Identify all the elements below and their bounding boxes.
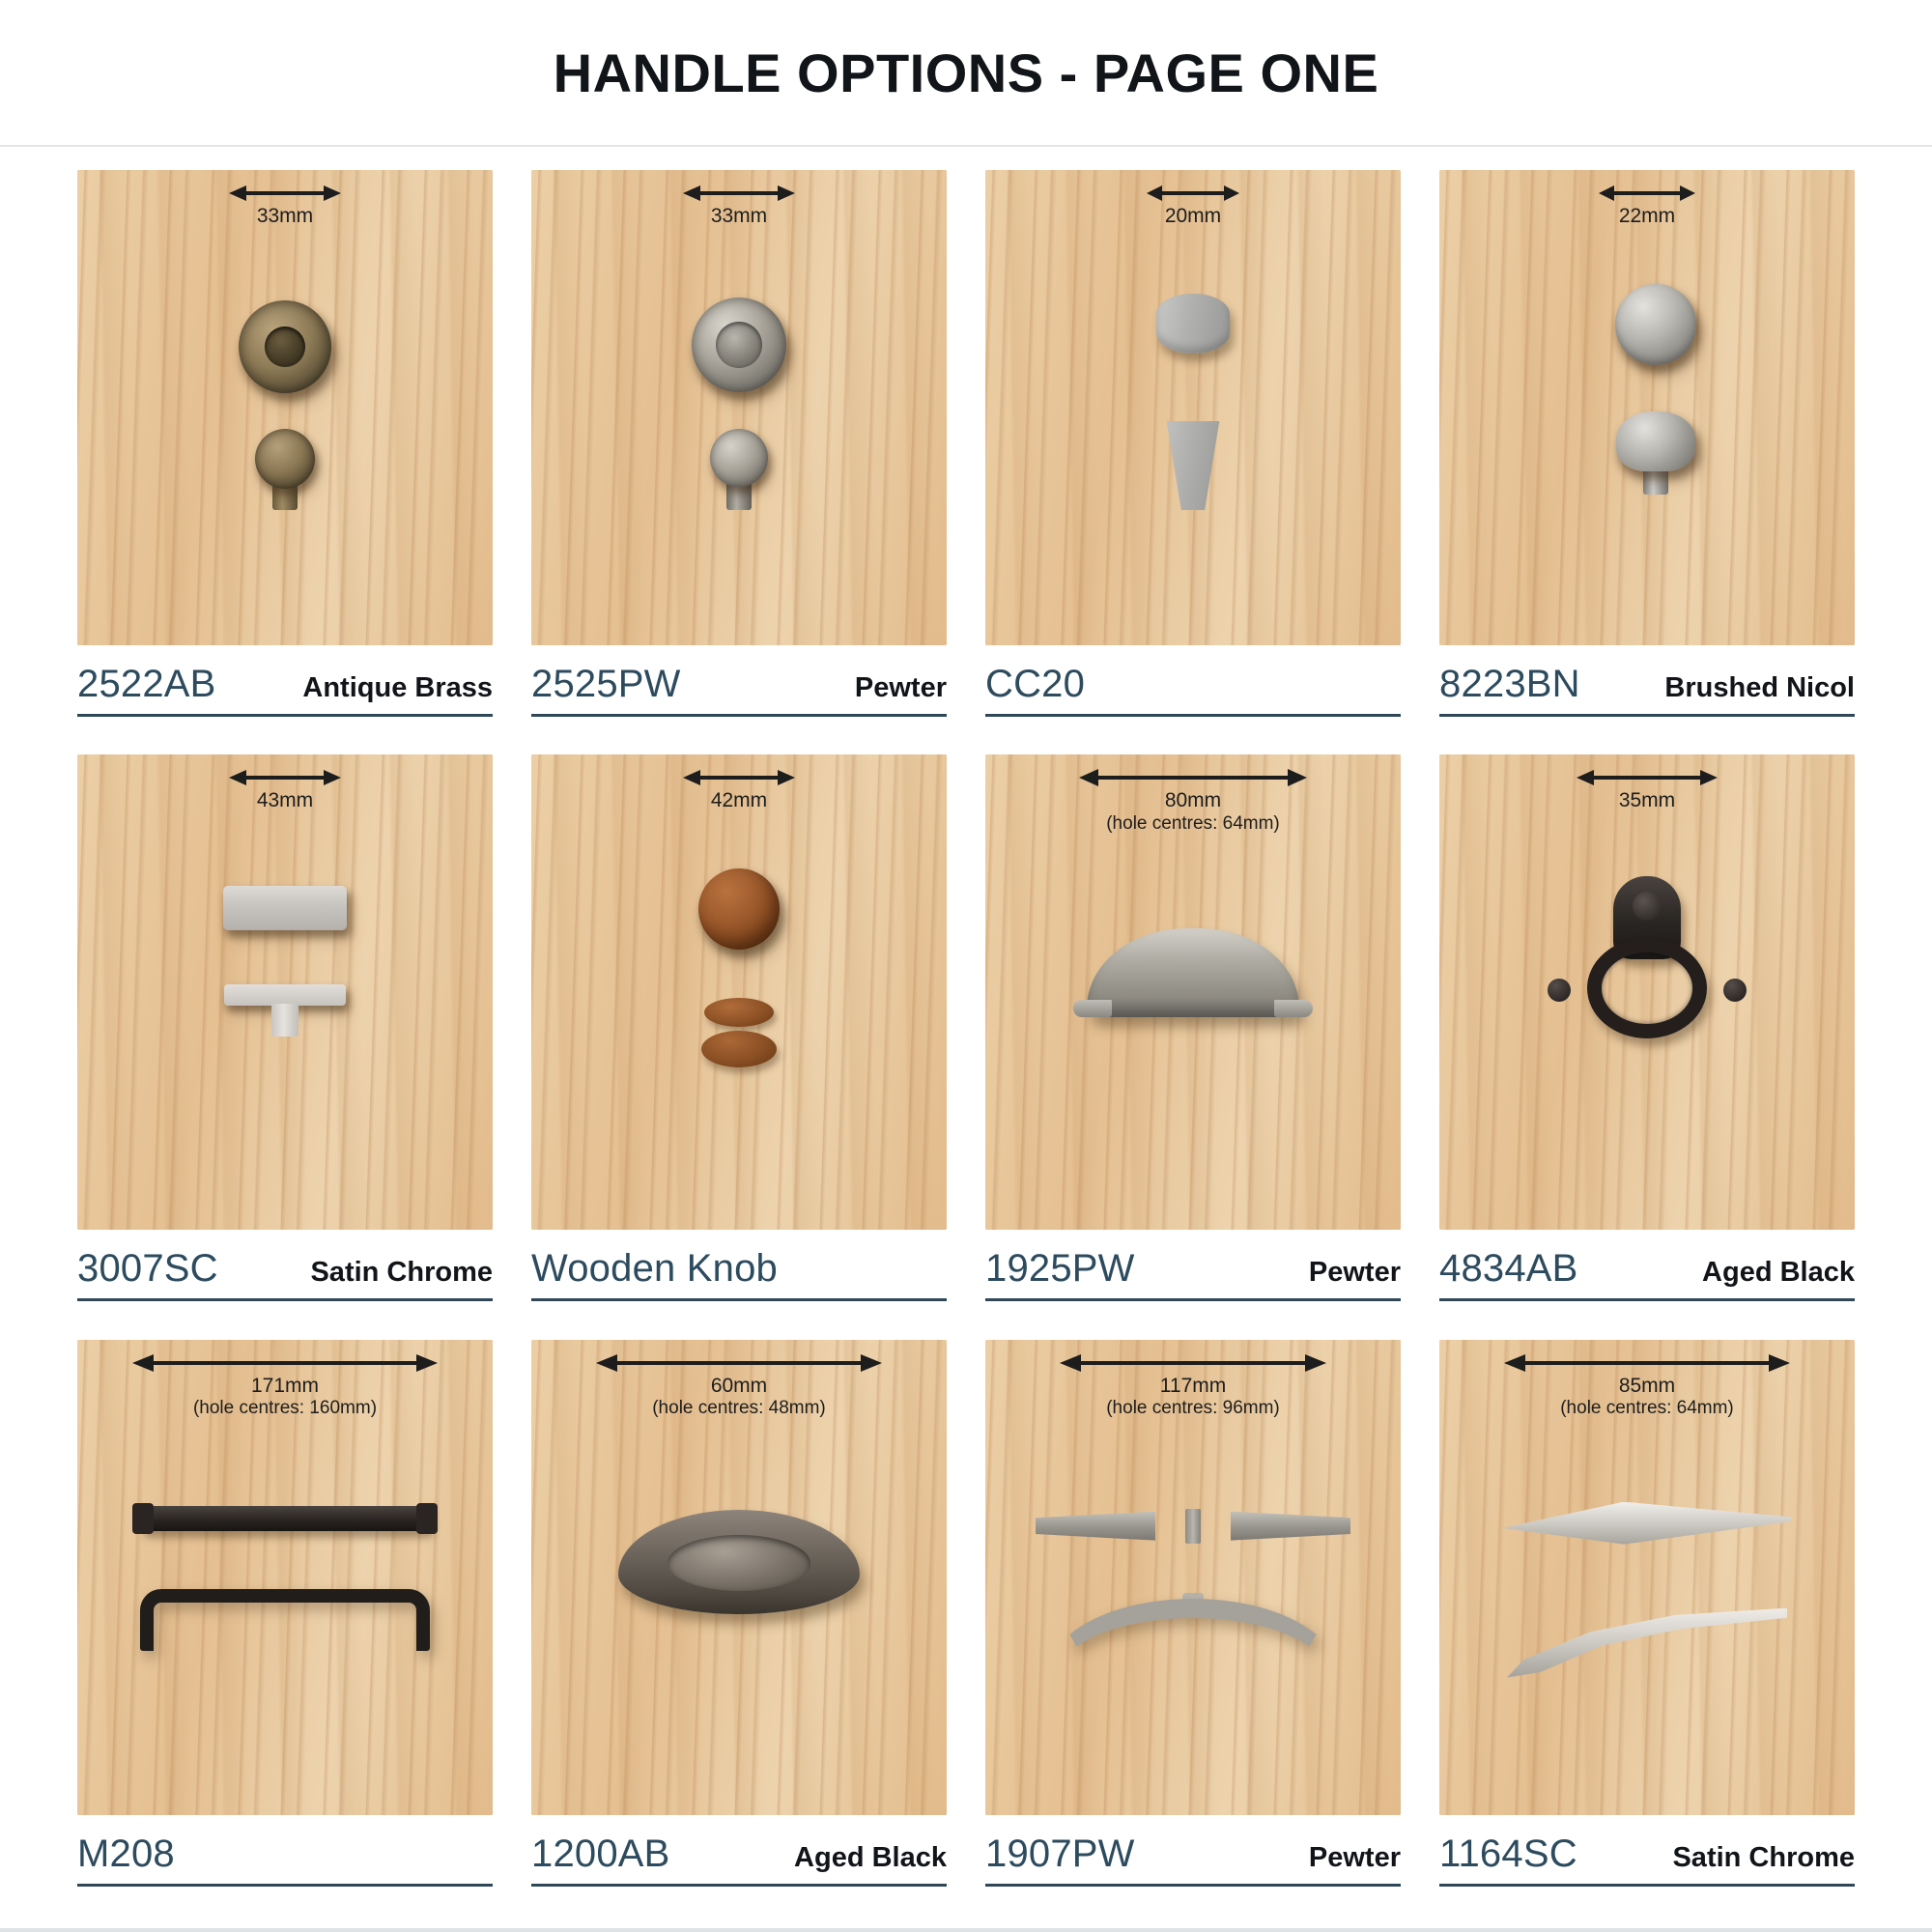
handle-card[interactable] — [512, 749, 966, 1333]
handle-photo — [531, 170, 947, 645]
handle-finish: Pewter — [1308, 1257, 1401, 1289]
dimension-arrow-icon — [77, 1353, 493, 1373]
handle-photo — [985, 1340, 1401, 1815]
dimension-arrow-icon — [531, 768, 947, 787]
chrome-disc-knob-icon — [1156, 294, 1230, 354]
handle-code: 1164SC — [1439, 1832, 1577, 1875]
handle-photo — [1439, 754, 1855, 1230]
handle-caption — [77, 663, 493, 717]
dimension-annotation — [531, 184, 947, 229]
handle-code: M208 — [77, 1832, 175, 1875]
handle-grid — [0, 147, 1932, 1928]
handle-photo — [1439, 170, 1855, 645]
black-d-handle-icon — [140, 1589, 430, 1651]
dimension-arrow-icon — [531, 184, 947, 203]
dimension-annotation — [77, 768, 493, 813]
handle-finish: Pewter — [854, 672, 947, 703]
dimension-annotation — [77, 1353, 493, 1420]
wooden-ball-knob-icon — [698, 868, 780, 950]
handle-code: 4834AB — [1439, 1247, 1578, 1291]
pewter-large-knob-icon — [692, 298, 786, 392]
handle-card[interactable] — [58, 1334, 512, 1918]
wooden-disc-icon — [704, 998, 774, 1027]
dimension-value: 80mm — [1164, 789, 1222, 812]
handle-code: Wooden Knob — [531, 1247, 778, 1291]
wood-background — [531, 754, 947, 1230]
handle-card[interactable] — [966, 1334, 1420, 1918]
wood-background — [1439, 170, 1855, 645]
wood-background — [985, 170, 1401, 645]
hole-centres-value: (hole centres: 96mm) — [1106, 1398, 1280, 1419]
handle-finish: Pewter — [1308, 1841, 1401, 1873]
dimension-value: 60mm — [710, 1374, 768, 1397]
dimension-value: 43mm — [256, 789, 314, 812]
handle-caption — [985, 663, 1401, 717]
handle-card[interactable] — [1420, 1334, 1874, 1918]
handle-card[interactable] — [58, 749, 512, 1333]
handle-caption — [531, 1247, 947, 1301]
handle-caption — [1439, 1247, 1855, 1301]
handle-code: 2525PW — [531, 663, 681, 705]
dimension-value: 117mm — [1159, 1374, 1227, 1397]
handle-caption — [1439, 663, 1855, 717]
pewter-small-knob-icon — [710, 429, 768, 487]
wooden-knob-base-icon — [701, 1031, 777, 1067]
antique-brass-large-knob-icon — [239, 300, 331, 393]
dimension-arrow-icon — [1439, 184, 1855, 203]
handle-code: 3007SC — [77, 1247, 218, 1291]
page-header — [0, 0, 1932, 147]
t-bar-stem-icon — [271, 1004, 298, 1037]
handle-caption — [985, 1833, 1401, 1887]
handle-finish: Satin Chrome — [310, 1257, 493, 1289]
dimension-value: 42mm — [710, 789, 768, 812]
dimension-value: 22mm — [1618, 205, 1676, 227]
hole-centres-value: (hole centres: 64mm) — [1106, 813, 1280, 835]
handle-card[interactable] — [512, 164, 966, 749]
handle-photo — [531, 754, 947, 1230]
wood-background — [531, 170, 947, 645]
dimension-arrow-icon — [77, 184, 493, 203]
handle-caption — [77, 1247, 493, 1301]
handle-finish: Antique Brass — [302, 672, 493, 703]
handle-finish: Brushed Nicol — [1664, 672, 1855, 703]
handle-card[interactable] — [58, 164, 512, 749]
dimension-annotation — [531, 1353, 947, 1420]
dimension-value: 85mm — [1618, 1374, 1676, 1397]
aged-black-ring-pull-icon — [1587, 938, 1707, 1038]
handle-centre-detail-icon — [1185, 1509, 1201, 1544]
handle-card[interactable] — [966, 164, 1420, 749]
dimension-annotation — [985, 768, 1401, 835]
wood-background — [77, 170, 493, 645]
handle-caption — [985, 1247, 1401, 1301]
satin-chrome-bar-knob-icon — [223, 886, 347, 930]
handle-code: CC20 — [985, 663, 1086, 705]
dimension-annotation — [77, 184, 493, 229]
handle-code: 1200AB — [531, 1832, 670, 1875]
brushed-nickel-knob-icon — [1616, 412, 1695, 471]
handle-card[interactable] — [966, 749, 1420, 1333]
dimension-value: 33mm — [256, 205, 314, 227]
handle-photo — [985, 170, 1401, 645]
handle-photo — [1439, 1340, 1855, 1815]
handle-code: 2522AB — [77, 663, 216, 705]
dimension-arrow-icon — [985, 1353, 1401, 1373]
ring-pivot-left-icon — [1548, 979, 1571, 1002]
handle-caption — [531, 663, 947, 717]
hole-centres-value: (hole centres: 160mm) — [192, 1398, 378, 1419]
handle-caption — [1439, 1833, 1855, 1887]
handle-photo — [77, 170, 493, 645]
dimension-arrow-icon — [985, 184, 1401, 203]
dimension-arrow-icon — [77, 768, 493, 787]
page-title: HANDLE OPTIONS - PAGE ONE — [553, 42, 1379, 103]
satin-chrome-t-bar-icon — [224, 984, 346, 1006]
dimension-arrow-icon — [1439, 768, 1855, 787]
handle-code: 1907PW — [985, 1832, 1135, 1875]
handle-caption — [77, 1833, 493, 1887]
dimension-annotation — [1439, 768, 1855, 813]
handle-photo — [77, 754, 493, 1230]
dimension-arrow-icon — [531, 1353, 947, 1373]
dimension-value: 33mm — [710, 205, 768, 227]
handle-code: 1925PW — [985, 1247, 1135, 1291]
handle-card[interactable] — [512, 1334, 966, 1918]
handle-photo — [531, 1340, 947, 1815]
hole-centres-value: (hole centres: 64mm) — [1560, 1398, 1734, 1419]
handle-photo — [985, 754, 1401, 1230]
handle-card[interactable] — [1420, 164, 1874, 749]
handle-caption — [531, 1833, 947, 1887]
handle-finish: Aged Black — [794, 1841, 947, 1873]
dimension-value: 171mm — [250, 1374, 320, 1397]
antique-brass-small-knob-icon — [255, 429, 315, 489]
dimension-annotation — [985, 184, 1401, 229]
dimension-annotation — [1439, 1353, 1855, 1420]
dimension-value: 20mm — [1164, 205, 1222, 227]
dimension-arrow-icon — [1439, 1353, 1855, 1373]
dimension-annotation — [985, 1353, 1401, 1420]
dimension-arrow-icon — [985, 768, 1401, 787]
handle-photo — [77, 1340, 493, 1815]
black-bar-handle-icon — [140, 1506, 430, 1531]
handle-finish: Satin Chrome — [1672, 1841, 1855, 1873]
hole-centres-value: (hole centres: 48mm) — [652, 1398, 826, 1419]
handle-code: 8223BN — [1439, 663, 1580, 705]
handle-finish: Aged Black — [1702, 1257, 1855, 1289]
dimension-value: 35mm — [1618, 789, 1676, 812]
dimension-annotation — [1439, 184, 1855, 229]
footer-divider — [0, 1928, 1932, 1932]
dimension-annotation — [531, 768, 947, 813]
handle-card[interactable] — [1420, 749, 1874, 1333]
brushed-nickel-ball-knob-icon — [1615, 284, 1696, 365]
